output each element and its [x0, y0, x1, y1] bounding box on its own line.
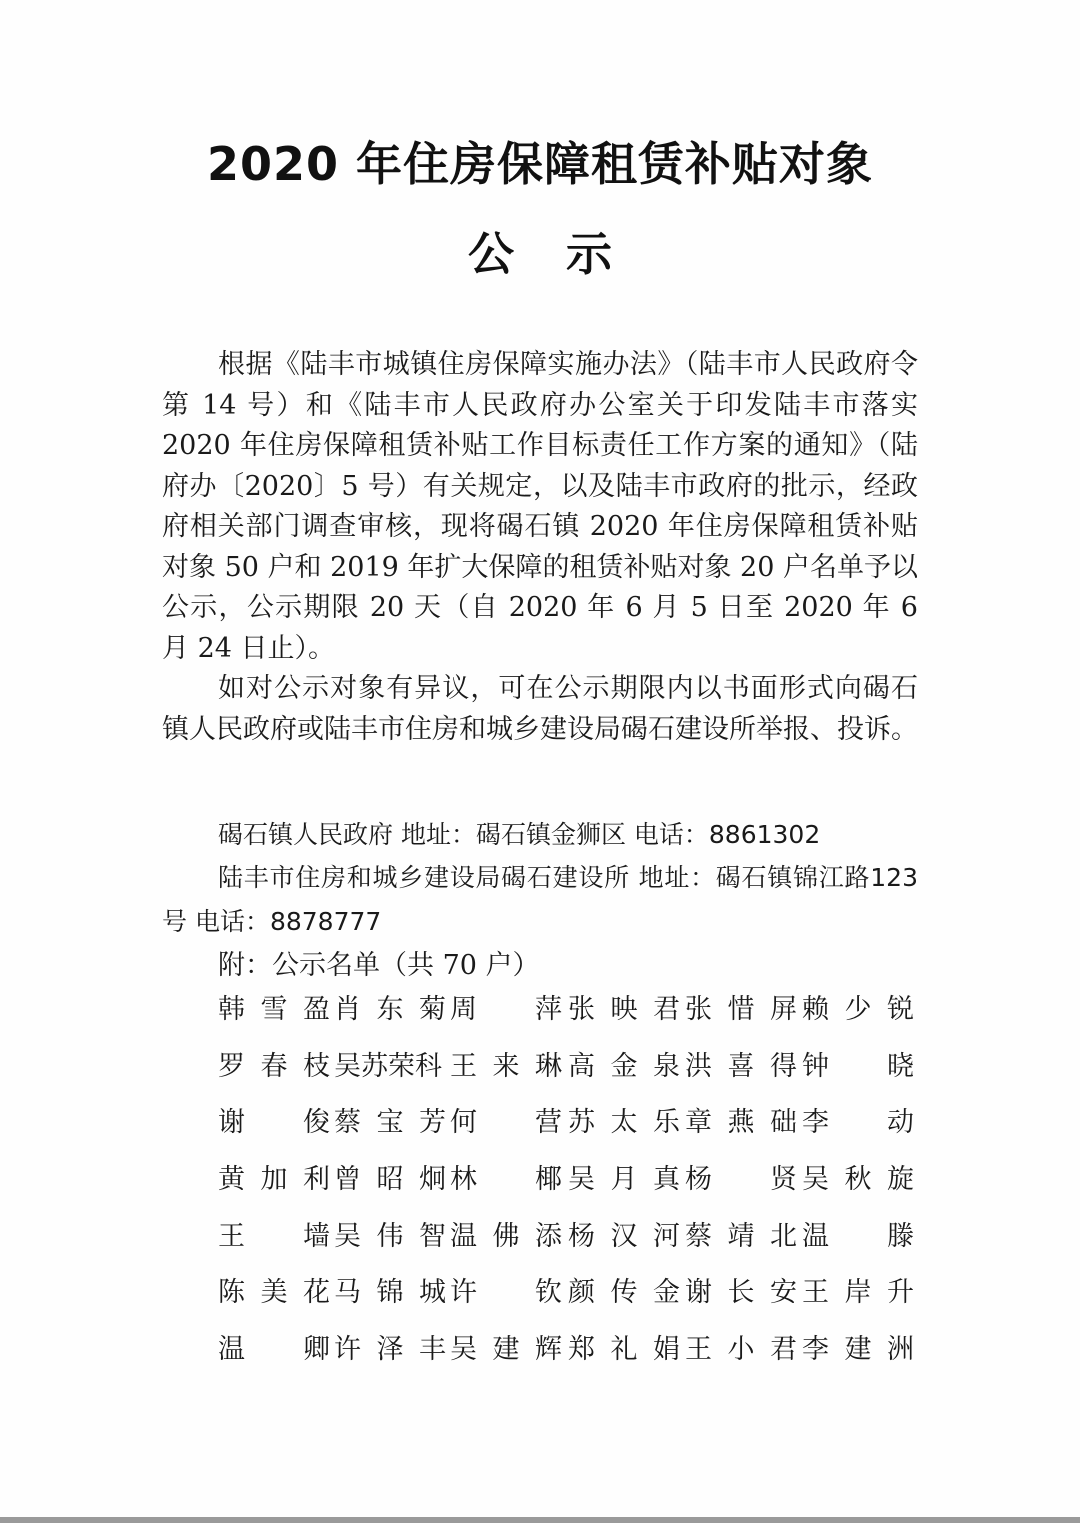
name-row — [218, 1273, 914, 1330]
contact-town-government: 碣石镇人民政府 地址：碣石镇金狮区 电话：8861302 — [218, 820, 821, 849]
name-entry: 陈 美 花 — [218, 1277, 330, 1309]
name-entry: 李 动 — [802, 1107, 914, 1139]
name-entry: 蔡 靖 北 — [685, 1220, 797, 1252]
name-entry: 韩 雪 盈 — [218, 994, 330, 1025]
name-entry: 李 建 洲 — [802, 1334, 914, 1366]
name-entry: 蔡 宝 芳 — [334, 1107, 446, 1139]
paragraph-objection: 如对公示对象有异议，可在公示期限内以书面形式向碣石镇人民政府或陆丰市住房和城乡建设局碣石建设所举报、投诉。 — [162, 673, 918, 745]
name-entry: 谢 长 安 — [685, 1277, 797, 1309]
document-subtitle: 公示 — [468, 227, 664, 281]
name-entry: 王 小 君 — [685, 1334, 797, 1366]
name-entry: 谢 俊 — [218, 1107, 330, 1139]
name-entry: 罗 春 枝 — [218, 1050, 330, 1082]
name-row — [218, 1103, 914, 1160]
name-entry: 林 椰 — [450, 1164, 562, 1196]
name-entry: 周 萍 — [450, 994, 562, 1025]
name-entry: 王 来 琳 — [450, 1050, 562, 1082]
name-entry: 王 墙 — [218, 1220, 330, 1252]
name-entry: 吴 月 真 — [568, 1164, 680, 1196]
scan-edge — [0, 1517, 1080, 1523]
name-entry: 杨 贤 — [685, 1164, 797, 1196]
name-entry: 苏 太 乐 — [568, 1107, 680, 1139]
name-row — [218, 1047, 914, 1104]
name-entry: 黄 加 利 — [218, 1164, 330, 1196]
name-entry: 郑 礼 娟 — [568, 1334, 680, 1366]
name-entry: 钟 晓 — [802, 1050, 914, 1082]
name-entry: 高 金 泉 — [568, 1050, 680, 1082]
name-entry: 赖 少 锐 — [802, 994, 914, 1025]
name-entry: 颜 传 金 — [568, 1277, 680, 1309]
name-row — [218, 1330, 914, 1387]
name-entry: 吴苏荣科 — [334, 1050, 442, 1082]
name-entry: 章 燕 础 — [685, 1107, 797, 1139]
document-title: 2020 年住房保障租赁补贴对象 — [206, 137, 874, 191]
name-entry: 王 岸 升 — [802, 1277, 914, 1309]
name-entry: 张 映 君 — [568, 994, 680, 1025]
name-entry: 吴 建 辉 — [450, 1334, 562, 1366]
contact-construction-office: 陆丰市住房和城乡建设局碣石建设所 地址：碣石镇锦江路123 号 电话：8878777 — [162, 863, 918, 936]
name-entry: 许 钦 — [450, 1277, 562, 1309]
name-entry: 杨 汉 河 — [568, 1220, 680, 1252]
name-entry: 温 佛 添 — [450, 1220, 562, 1252]
name-entry: 温 滕 — [802, 1220, 914, 1252]
name-entry: 吴 伟 智 — [334, 1220, 446, 1252]
name-row — [218, 1160, 914, 1217]
name-row — [218, 1217, 914, 1274]
name-entry: 何 营 — [450, 1107, 562, 1139]
name-entry: 吴 秋 旋 — [802, 1164, 914, 1196]
name-list — [218, 990, 914, 1387]
name-entry: 张 惜 屏 — [685, 994, 797, 1025]
name-entry: 温 卿 — [218, 1334, 330, 1366]
name-entry: 洪 喜 得 — [685, 1050, 797, 1082]
name-entry: 曾 昭 炯 — [334, 1164, 446, 1196]
annex-label: 附：公示名单（共 70 户） — [218, 950, 540, 981]
paragraph-basis: 根据《陆丰市城镇住房保障实施办法》（陆丰市人民政府令第 14 号）和《陆丰市人民政府办公室关于印发陆丰市落实 2020 年住房保障租赁补贴工作目标责任工作方案的通知》（陆府办〔2020〕5 号）有关规定，以及陆丰市政府的批示，经政府相关部门调查审核，现将碣石镇 2020 年住房保障租赁补贴对象 50 户和 2019 年扩大保障的租赁补贴对象 20 户名单予以公示，公示期限 20 天（自 2020 年 6 月 5 日至 2020 年 6 月 24 日止）。 — [162, 349, 918, 664]
name-entry: 马 锦 城 — [334, 1277, 446, 1309]
name-entry: 许 泽 丰 — [334, 1334, 446, 1366]
name-entry: 肖 东 菊 — [334, 994, 446, 1025]
name-row — [218, 990, 914, 1047]
